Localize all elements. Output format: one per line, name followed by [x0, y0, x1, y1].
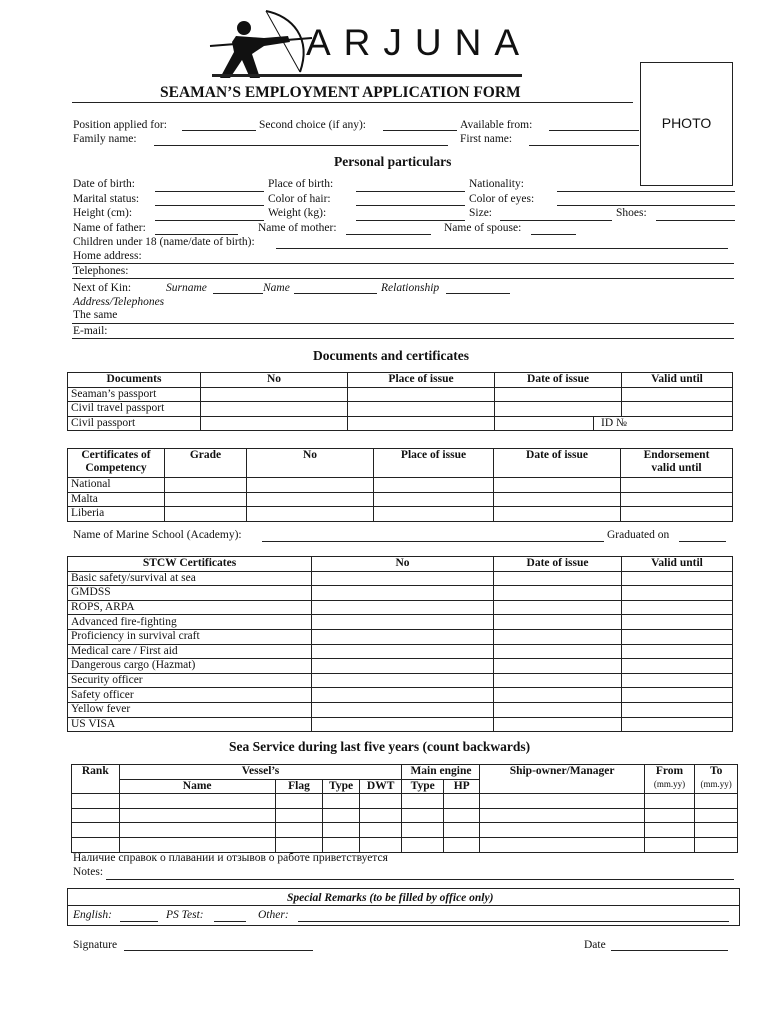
doc-col-place: Place of issue: [348, 373, 495, 388]
stcw-row-label: ROPS, ARPA: [68, 600, 312, 615]
available-from-label: Available from:: [460, 119, 533, 131]
spouse-name-field[interactable]: [531, 234, 576, 235]
sea-col-flag: Flag: [275, 779, 323, 794]
eye-color-label: Color of eyes:: [469, 193, 535, 205]
table-cell[interactable]: [72, 837, 120, 852]
form-title: SEAMAN’S EMPLOYMENT APPLICATION FORM: [160, 84, 521, 101]
id-label: ID №: [601, 416, 627, 429]
table-row: [68, 702, 733, 717]
table-cell[interactable]: [275, 837, 323, 852]
table-cell[interactable]: [621, 507, 733, 522]
table-cell[interactable]: [494, 586, 622, 601]
table-cell[interactable]: [312, 702, 494, 717]
photo-label: PHOTO: [661, 115, 712, 131]
sea-service-heading: Sea Service during last five years (count backwards): [229, 739, 531, 754]
size-field[interactable]: [500, 220, 612, 221]
special-remarks-box: [67, 888, 740, 926]
kin-relationship-field[interactable]: [446, 293, 510, 294]
table-cell[interactable]: [644, 837, 695, 852]
table-cell[interactable]: [312, 659, 494, 674]
table-cell[interactable]: [494, 673, 622, 688]
first-name-field[interactable]: [529, 145, 639, 146]
stcw-row-label: Safety officer: [68, 688, 312, 703]
height-label: Height (cm):: [73, 207, 133, 219]
remarks-heading: Special Remarks (to be filled by office only): [287, 892, 494, 904]
table-cell[interactable]: [312, 629, 494, 644]
table-cell[interactable]: [621, 478, 733, 493]
table-cell[interactable]: [247, 507, 374, 522]
kin-address-label: Address/Telephones: [73, 296, 165, 308]
table-cell[interactable]: [374, 492, 494, 507]
table-cell[interactable]: [644, 808, 695, 823]
stcw-row-label: Medical care / First aid: [68, 644, 312, 659]
table-cell[interactable]: [323, 808, 359, 823]
comp-col-date: Date of issue: [494, 449, 621, 478]
spouse-name-label: Name of spouse:: [444, 222, 522, 234]
nationality-label: Nationality:: [469, 178, 524, 190]
marine-school-label: Name of Marine School (Academy):: [73, 529, 242, 541]
table-cell[interactable]: [494, 600, 622, 615]
table-cell[interactable]: [312, 644, 494, 659]
stcw-col-certificates: STCW Certificates: [68, 557, 312, 572]
second-choice-field[interactable]: [383, 130, 457, 131]
table-row: [68, 615, 733, 630]
table-cell[interactable]: [312, 688, 494, 703]
brand-name: ARJUNA: [306, 22, 533, 63]
table-cell[interactable]: [695, 837, 738, 852]
kin-surname-field[interactable]: [213, 293, 263, 294]
table-row: [68, 478, 733, 493]
stcw-col-valid: Valid until: [622, 557, 733, 572]
table-row: [68, 586, 733, 601]
table-row: [68, 644, 733, 659]
the-same-field[interactable]: [72, 323, 734, 324]
table-cell[interactable]: [621, 492, 733, 507]
personal-heading: Personal particulars: [334, 154, 452, 169]
table-cell[interactable]: [494, 702, 622, 717]
table-row: [68, 673, 733, 688]
the-same-label: The same: [73, 309, 118, 321]
table-cell[interactable]: [72, 808, 120, 823]
table-cell[interactable]: [495, 387, 622, 402]
available-from-field[interactable]: [549, 130, 639, 131]
table-cell[interactable]: [402, 808, 444, 823]
table-cell[interactable]: [695, 823, 738, 838]
father-name-label: Name of father:: [73, 222, 146, 234]
table-cell[interactable]: [359, 794, 402, 809]
table-cell[interactable]: [312, 586, 494, 601]
family-name-label: Family name:: [73, 133, 137, 145]
place-of-birth-label: Place of birth:: [268, 178, 334, 190]
table-cell[interactable]: [622, 688, 733, 703]
table-row: [68, 402, 733, 417]
mother-name-field[interactable]: [346, 234, 431, 235]
sea-col-dwt: DWT: [359, 779, 402, 794]
sea-col-name: Name: [119, 779, 275, 794]
table-row: [68, 387, 733, 402]
home-address-field[interactable]: [72, 263, 734, 264]
sea-col-to: [695, 765, 738, 794]
table-cell[interactable]: [494, 688, 622, 703]
doc-row-label: Civil travel passport: [68, 402, 201, 417]
table-cell[interactable]: [247, 478, 374, 493]
table-cell[interactable]: [348, 402, 495, 417]
table-row: [68, 492, 733, 507]
english-label: English:: [73, 909, 112, 921]
stcw-row-label: Security officer: [68, 673, 312, 688]
table-cell[interactable]: [247, 492, 374, 507]
table-cell[interactable]: [359, 837, 402, 852]
table-cell[interactable]: [312, 615, 494, 630]
sea-to-format: (mm.yy): [700, 779, 732, 789]
table-cell[interactable]: [494, 507, 621, 522]
table-cell[interactable]: [275, 808, 323, 823]
nationality-field[interactable]: [557, 191, 735, 192]
table-cell[interactable]: [622, 717, 733, 732]
sea-service-table: [71, 764, 738, 853]
dob-field[interactable]: [155, 191, 264, 192]
table-cell[interactable]: [443, 794, 480, 809]
comp-col-endorsement-line1: Endorsement: [643, 449, 710, 461]
father-name-field[interactable]: [155, 234, 238, 235]
comp-col-grade: Grade: [165, 449, 247, 478]
sea-col-to-label: To: [709, 765, 723, 777]
table-cell[interactable]: [622, 702, 733, 717]
stcw-row-label: US VISA: [68, 717, 312, 732]
children-label: Children under 18 (name/date of birth):: [73, 236, 255, 248]
table-cell[interactable]: [119, 823, 275, 838]
table-row: [72, 794, 738, 809]
sea-col-from: [644, 765, 695, 794]
table-cell[interactable]: [495, 402, 622, 417]
photo-box[interactable]: [640, 62, 733, 186]
date-label: Date: [584, 939, 606, 951]
stcw-row-label: GMDSS: [68, 586, 312, 601]
doc-col-documents: Documents: [68, 373, 201, 388]
stcw-row-label: Advanced fire-fighting: [68, 615, 312, 630]
table-cell[interactable]: [494, 571, 622, 586]
table-row: [68, 717, 733, 732]
table-row: [68, 688, 733, 703]
comp-col-certificates-line2: Competency: [85, 462, 147, 474]
table-cell[interactable]: [402, 794, 444, 809]
sea-col-engine-type: Type: [402, 779, 444, 794]
table-cell[interactable]: [622, 586, 733, 601]
table-cell[interactable]: [494, 629, 622, 644]
date-field[interactable]: [611, 950, 728, 951]
first-name-label: First name:: [460, 133, 513, 145]
weight-label: Weight (kg):: [268, 207, 327, 219]
archer-logo: [208, 8, 318, 82]
table-cell[interactable]: [201, 402, 348, 417]
mother-name-label: Name of mother:: [258, 222, 337, 234]
table-cell[interactable]: [480, 837, 644, 852]
table-cell[interactable]: [374, 507, 494, 522]
comp-col-certificates: [68, 449, 165, 478]
table-cell[interactable]: [495, 416, 733, 431]
graduated-label: Graduated on: [607, 529, 670, 541]
table-cell[interactable]: [494, 492, 621, 507]
table-cell[interactable]: [72, 823, 120, 838]
next-of-kin-label: Next of Kin:: [73, 282, 132, 294]
table-cell[interactable]: [622, 673, 733, 688]
sea-service-note: Наличие справок о плавании и отзывов о работе приветствуется: [73, 852, 388, 864]
stcw-row-label: Basic safety/survival at sea: [68, 571, 312, 586]
table-row: [68, 507, 733, 522]
table-cell[interactable]: [402, 823, 444, 838]
table-row: [68, 571, 733, 586]
size-label: Size:: [469, 207, 492, 219]
comp-col-no: No: [247, 449, 374, 478]
graduated-field[interactable]: [679, 541, 726, 542]
shoes-label: Shoes:: [616, 207, 647, 219]
table-cell[interactable]: [312, 571, 494, 586]
table-cell[interactable]: [622, 629, 733, 644]
telephones-field[interactable]: [72, 278, 734, 279]
table-cell[interactable]: [443, 837, 480, 852]
table-cell[interactable]: [622, 600, 733, 615]
table-cell[interactable]: [480, 794, 644, 809]
sea-col-vessels: Vessel’s: [119, 765, 402, 780]
email-label: E-mail:: [73, 325, 108, 337]
stcw-col-date: Date of issue: [494, 557, 622, 572]
marital-status-field[interactable]: [155, 205, 264, 206]
table-row: [72, 837, 738, 852]
stcw-row-label: Proficiency in survival craft: [68, 629, 312, 644]
table-cell[interactable]: [622, 615, 733, 630]
position-applied-label: Position applied for:: [73, 119, 167, 131]
weight-field[interactable]: [356, 220, 465, 221]
marital-status-label: Marital status:: [73, 193, 140, 205]
table-row: [68, 416, 733, 431]
table-cell[interactable]: [494, 478, 621, 493]
table-cell[interactable]: [312, 717, 494, 732]
table-cell[interactable]: [622, 387, 733, 402]
second-choice-label: Second choice (if any):: [259, 119, 366, 131]
comp-col-certificates-line1: Certificates of: [81, 449, 151, 461]
signature-label: Signature: [73, 939, 118, 951]
comp-row-label: Malta: [68, 492, 165, 507]
table-cell[interactable]: [494, 615, 622, 630]
table-cell[interactable]: [494, 644, 622, 659]
doc-col-date: Date of issue: [495, 373, 622, 388]
table-cell[interactable]: [622, 644, 733, 659]
kin-name-field[interactable]: [294, 293, 377, 294]
table-cell[interactable]: [201, 416, 348, 431]
children-field[interactable]: [276, 248, 728, 249]
table-cell[interactable]: [201, 387, 348, 402]
sea-col-ship-owner: Ship-owner/Manager: [480, 765, 644, 794]
sea-col-rank: Rank: [72, 765, 120, 794]
table-cell[interactable]: [323, 794, 359, 809]
table-cell[interactable]: [494, 659, 622, 674]
table-cell[interactable]: [622, 402, 733, 417]
telephones-label: Telephones:: [73, 265, 129, 277]
table-cell[interactable]: [480, 823, 644, 838]
table-cell[interactable]: [312, 673, 494, 688]
sea-from-format: (mm.yy): [653, 779, 686, 789]
table-cell[interactable]: [359, 823, 402, 838]
comp-col-endorsement: [621, 449, 733, 478]
position-applied-field[interactable]: [182, 130, 256, 131]
notes-label: Notes:: [73, 866, 104, 878]
sea-col-type: Type: [323, 779, 359, 794]
table-cell[interactable]: [402, 837, 444, 852]
comp-row-label: Liberia: [68, 507, 165, 522]
stcw-row-label: Yellow fever: [68, 702, 312, 717]
other-field[interactable]: [298, 921, 729, 922]
documents-table: [67, 372, 733, 431]
doc-row-label: Civil passport: [68, 416, 201, 431]
hair-color-label: Color of hair:: [268, 193, 331, 205]
dob-label: Date of birth:: [73, 178, 135, 190]
table-cell[interactable]: [119, 808, 275, 823]
table-row: [68, 629, 733, 644]
table-cell[interactable]: [644, 823, 695, 838]
table-cell[interactable]: [695, 808, 738, 823]
table-cell[interactable]: [443, 808, 480, 823]
sea-col-from-label: From: [655, 765, 684, 777]
kin-name-label: Name: [263, 282, 290, 294]
table-cell[interactable]: [165, 507, 247, 522]
table-cell[interactable]: [275, 794, 323, 809]
table-cell[interactable]: [72, 794, 120, 809]
table-row: [72, 808, 738, 823]
doc-row-label: Seaman’s passport: [68, 387, 201, 402]
table-cell[interactable]: [119, 837, 275, 852]
stcw-table: [67, 556, 733, 732]
table-cell[interactable]: [374, 478, 494, 493]
documents-heading: Documents and certificates: [313, 348, 469, 363]
hair-color-field[interactable]: [356, 205, 465, 206]
competency-table: [67, 448, 733, 522]
table-row: [68, 600, 733, 615]
email-field[interactable]: [72, 338, 734, 339]
table-cell[interactable]: [622, 659, 733, 674]
height-field[interactable]: [155, 220, 264, 221]
table-row: [72, 823, 738, 838]
shoes-field[interactable]: [656, 220, 735, 221]
sea-col-hp: HP: [443, 779, 480, 794]
table-cell[interactable]: [348, 387, 495, 402]
place-of-birth-field[interactable]: [356, 191, 465, 192]
stcw-row-label: Dangerous cargo (Hazmat): [68, 659, 312, 674]
table-cell[interactable]: [323, 823, 359, 838]
table-cell[interactable]: [165, 478, 247, 493]
table-cell[interactable]: [443, 823, 480, 838]
sea-col-main-engine: Main engine: [402, 765, 480, 780]
table-cell[interactable]: [348, 416, 495, 431]
doc-col-no: No: [201, 373, 348, 388]
ps-test-label: PS Test:: [166, 909, 204, 921]
english-field[interactable]: [120, 921, 158, 922]
doc-col-valid: Valid until: [622, 373, 733, 388]
signature-field[interactable]: [124, 950, 313, 951]
table-cell[interactable]: [695, 794, 738, 809]
table-cell[interactable]: [275, 823, 323, 838]
stcw-col-no: No: [312, 557, 494, 572]
other-label: Other:: [258, 909, 289, 921]
table-row: [68, 659, 733, 674]
comp-col-place: Place of issue: [374, 449, 494, 478]
home-address-label: Home address:: [73, 250, 142, 262]
table-cell[interactable]: [494, 717, 622, 732]
table-cell[interactable]: [119, 794, 275, 809]
comp-row-label: National: [68, 478, 165, 493]
table-cell[interactable]: [359, 808, 402, 823]
comp-col-endorsement-line2: valid until: [651, 462, 702, 474]
eye-color-field[interactable]: [557, 205, 735, 206]
family-name-field[interactable]: [154, 145, 448, 146]
ps-test-field[interactable]: [214, 921, 246, 922]
table-cell[interactable]: [644, 794, 695, 809]
table-cell[interactable]: [165, 492, 247, 507]
kin-relationship-label: Relationship: [381, 282, 440, 294]
marine-school-field[interactable]: [262, 541, 604, 542]
table-cell[interactable]: [312, 600, 494, 615]
table-cell[interactable]: [622, 571, 733, 586]
notes-field[interactable]: [106, 879, 734, 880]
kin-surname-label: Surname: [166, 282, 207, 294]
table-cell[interactable]: [323, 837, 359, 852]
table-cell[interactable]: [480, 808, 644, 823]
